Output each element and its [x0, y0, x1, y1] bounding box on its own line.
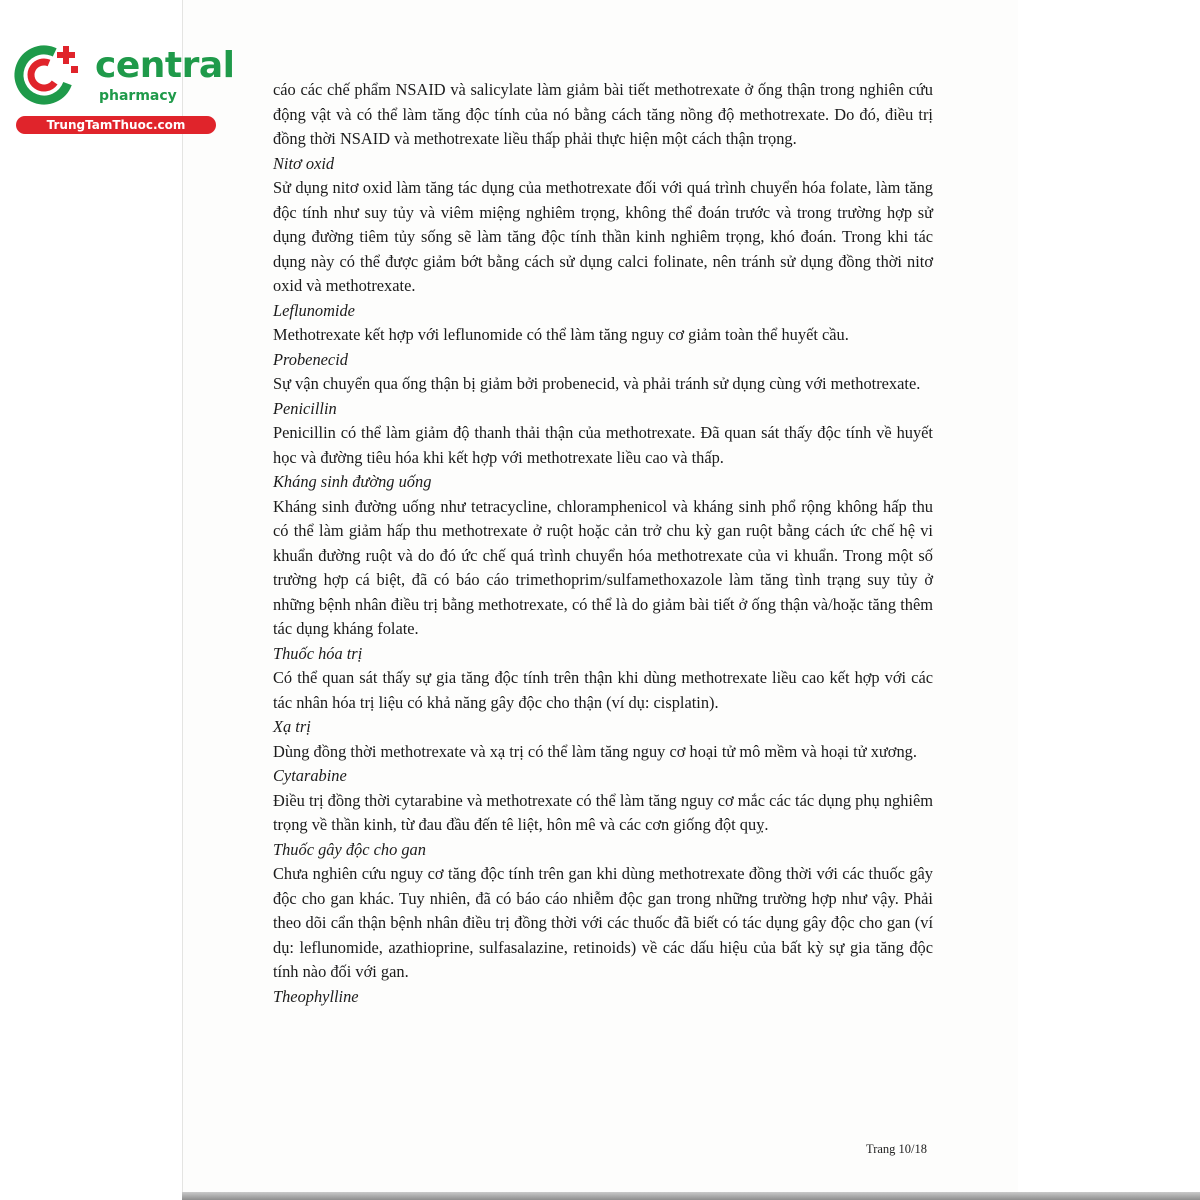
- paragraph: Kháng sinh đường uống như tetracycline, chloramphenicol và kháng sinh phổ rộng không hấp thu có thể làm giảm hấp thu methotrexate ở ruột hoặc cản trở chu kỳ gan ruột bằng cách ức chế hệ vi khuẩn đường ruột và do đó ức chế quá trình chuyển hóa methotrexate của vi khuẩn. Trong một số trường hợp cá biệt, đã có báo cáo trimethoprim/sulfamethoxazole làm tăng tình trạng suy tủy ở những bệnh nhân điều trị bằng methotrexate, có thể là do giảm bài tiết ở ống thận và/hoặc tăng thêm tác dụng kháng folate.: [273, 496, 933, 638]
- section-heading: Xạ trị: [273, 717, 311, 736]
- document-body: [273, 78, 933, 1009]
- page-margin: [1018, 0, 1200, 1192]
- paragraph: Methotrexate kết hợp với leflunomide có thể làm tăng nguy cơ giảm toàn thể huyết cầu.: [273, 325, 849, 344]
- paragraph: cáo các chế phẩm NSAID và salicylate làm giảm bài tiết methotrexate ở ống thận trong nghiên cứu động vật và có thể làm tăng độc tính của nó bằng cách tăng nồng độ methotrexate. Do đó, điều trị đồng thời NSAID và methotrexate liều thấp phải thực hiện một cách thận trọng.: [273, 80, 933, 148]
- paragraph: Điều trị đồng thời cytarabine và methotrexate có thể làm tăng nguy cơ mắc các tác dụng phụ nghiêm trọng về thần kinh, từ đau đầu đến tê liệt, hôn mê và các cơn giống đột quỵ.: [273, 790, 933, 834]
- logo-wordmark: central: [95, 45, 235, 86]
- section-heading: Penicillin: [273, 398, 337, 418]
- paragraph: Penicillin có thể làm giảm độ thanh thải thận của methotrexate. Đã quan sát thấy độc tính về huyết học và đường tiêu hóa khi kết hợp với methotrexate liều cao và thấp.: [273, 423, 933, 467]
- paragraph: Dùng đồng thời methotrexate và xạ trị có thể làm tăng nguy cơ hoại tử mô mềm và hoại tử xương.: [273, 741, 917, 761]
- paragraph: Sử dụng nitơ oxid làm tăng tác dụng của methotrexate đối với quá trình chuyển hóa folate, làm tăng độc tính như suy tủy và viêm miệng nghiêm trọng, không thể đoán trước và trong trường hợp sử dụng đường tiêm tủy sống sẽ làm tăng độc tính thần kinh nghiêm trọng, khó đoán. Trong khi tác dụng này có thể được giảm bớt bằng cách sử dụng calci folinate, nên tránh sử dụng đồng thời nitơ oxid và methotrexate.: [273, 178, 933, 295]
- central-pharmacy-logo-icon: [10, 38, 90, 116]
- pharmacy-logo[interactable]: [10, 38, 235, 138]
- page-number: Trang 10/18: [866, 1142, 928, 1156]
- section-heading: Probenecid: [273, 349, 348, 369]
- section-heading: Cytarabine: [273, 766, 347, 785]
- section-heading: Thuốc gây độc cho gan: [273, 839, 426, 859]
- section-heading: Theophylline: [273, 986, 359, 1006]
- logo-subtitle: pharmacy: [99, 88, 177, 104]
- section-heading: Thuốc hóa trị: [273, 643, 363, 663]
- section-heading: Leflunomide: [273, 300, 355, 320]
- logo-url-banner[interactable]: TrungTamThuoc.com: [16, 116, 216, 134]
- paragraph: Chưa nghiên cứu nguy cơ tăng độc tính trên gan khi dùng methotrexate đồng thời với các thuốc gây độc cho gan khác. Tuy nhiên, đã có báo cáo nhiễm độc gan trong những trường hợp như vậy. Phải theo dõi cẩn thận bệnh nhân điều trị đồng thời với các thuốc đã biết có tác dụng gây độc cho gan (ví dụ: leflunomide, azathioprine, sulfasalazine, retinoids) về các dấu hiệu của bất kỳ sự gia tăng độc tính nào đối với gan.: [273, 864, 933, 981]
- paragraph: Sự vận chuyển qua ống thận bị giảm bởi probenecid, và phải tránh sử dụng cùng với methotrexate.: [273, 374, 921, 393]
- page-bottom-edge: [182, 1192, 1200, 1200]
- section-heading: Kháng sinh đường uống: [273, 472, 432, 491]
- paragraph: Có thể quan sát thấy sự gia tăng độc tính trên thận khi dùng methotrexate liều cao kết hợp với các tác nhân hóa trị liệu có khả năng gây độc cho thận (ví dụ: cisplatin).: [273, 668, 933, 712]
- section-heading: Nitơ oxid: [273, 153, 335, 173]
